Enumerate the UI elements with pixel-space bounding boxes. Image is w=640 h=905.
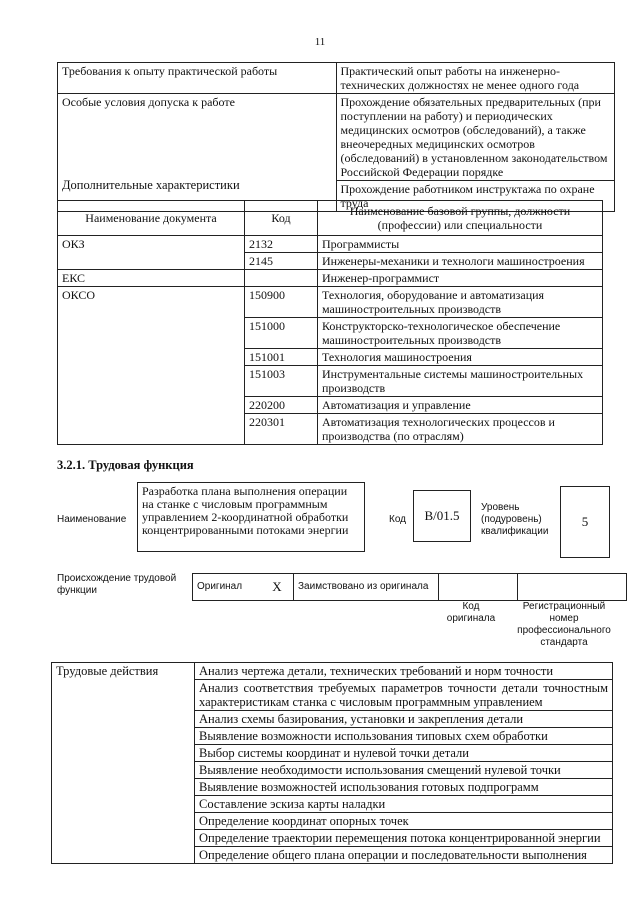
table-row	[58, 287, 603, 318]
doc-cell: ОКСО	[58, 287, 245, 445]
code-cell	[245, 270, 318, 287]
origin-table	[192, 573, 627, 601]
original-code-cell	[439, 574, 518, 601]
column-header: Наименование документа	[58, 201, 245, 236]
code-cell: 2145	[245, 253, 318, 270]
original-mark: X	[261, 574, 294, 601]
registration-number-caption: Регистрационный номер профессионального стандарта	[517, 601, 611, 648]
code-cell: 151001	[245, 349, 318, 366]
origin-label: Происхождение трудовой функции	[57, 573, 177, 596]
function-name-box: Разработка плана выполнения операции на станке с числовым программным управлением 2-координатной обработки концентрированными потоками энергии	[137, 482, 365, 552]
code-cell: 150900	[245, 287, 318, 318]
code-cell: 2132	[245, 236, 318, 253]
code-cell: 151000	[245, 318, 318, 349]
page-number: 11	[314, 36, 326, 48]
labor-action: Анализ схемы базирования, установки и закрепления детали	[195, 711, 613, 728]
function-code-box: B/01.5	[413, 490, 471, 542]
requirement-value: Прохождение работником инструктажа по охране труда	[336, 181, 615, 212]
labor-action: Определение координат опорных точек	[195, 813, 613, 830]
labor-action: Составление эскиза карты наладки	[195, 796, 613, 813]
doc-cell: ЕКС	[58, 270, 245, 287]
labor-actions-label: Трудовые действия	[52, 663, 195, 864]
additional-title: Дополнительные характеристики	[62, 178, 240, 192]
table-row	[58, 236, 603, 253]
title-cell: Инструментальные системы машиностроительных производств	[318, 366, 603, 397]
requirement-label: Требования к опыту практической работы	[58, 63, 337, 94]
table-row	[58, 270, 603, 287]
table-row	[58, 63, 615, 94]
labor-action: Выявление необходимости использования смещений нулевой точки	[195, 762, 613, 779]
column-header: Код	[245, 201, 318, 236]
title-cell: Инженер-программист	[318, 270, 603, 287]
labor-action: Определение общего плана операции и последовательности выполнения	[195, 847, 613, 864]
title-cell: Конструкторско-технологическое обеспечение машиностроительных производств	[318, 318, 603, 349]
requirement-label: Особые условия допуска к работе	[58, 94, 337, 212]
title-cell: Программисты	[318, 236, 603, 253]
title-cell: Автоматизация технологических процессов и производства (по отраслям)	[318, 414, 603, 445]
labor-action: Определение траектории перемещения потока концентрированной энергии	[195, 830, 613, 847]
code-cell: 151003	[245, 366, 318, 397]
table-row	[52, 663, 613, 680]
section-heading: 3.2.1. Трудовая функция	[57, 458, 194, 472]
code-label: Код	[389, 514, 407, 525]
labor-action: Анализ соответствия требуемых параметров точности детали точностным характеристикам станка с числовым программным управлением	[195, 680, 613, 711]
borrowed-label: Заимствовано из оригинала	[294, 574, 439, 601]
doc-cell: ОКЗ	[58, 236, 245, 270]
labor-action: Анализ чертежа детали, технических требований и норм точности	[195, 663, 613, 680]
registration-number-cell	[518, 574, 627, 601]
title-cell: Автоматизация и управление	[318, 397, 603, 414]
labor-actions-table	[51, 662, 613, 864]
requirement-value: Прохождение обязательных предварительных (при поступлении на работу) и периодических медицинских осмотров (обследований), а также внеочередных медицинских осмотров (обследований) в установленном законодательством Российской Федерации порядке	[336, 94, 615, 181]
table-header-row	[58, 201, 603, 236]
table-row	[193, 574, 627, 601]
name-label: Наименование	[57, 514, 127, 525]
additional-table	[57, 200, 603, 445]
code-cell: 220200	[245, 397, 318, 414]
original-code-caption: Код оригинала	[446, 601, 496, 624]
title-cell: Технология, оборудование и автоматизация машиностроительных производств	[318, 287, 603, 318]
labor-action: Выбор системы координат и нулевой точки детали	[195, 745, 613, 762]
title-cell: Технология машиностроения	[318, 349, 603, 366]
code-cell: 220301	[245, 414, 318, 445]
requirement-value: Практический опыт работы на инженерно-технических должностях не менее одного года	[336, 63, 615, 94]
labor-action: Выявление возможностей использования готовых подпрограмм	[195, 779, 613, 796]
qualification-level-label: Уровень (подуровень) квалификации	[481, 502, 549, 537]
qualification-level-box: 5	[560, 486, 610, 558]
title-cell: Инженеры-механики и технологи машиностроения	[318, 253, 603, 270]
original-label: Оригинал	[193, 574, 262, 601]
column-header: Наименование базовой группы, должности (профессии) или специальности	[318, 201, 603, 236]
labor-action: Выявление возможности использования типовых схем обработки	[195, 728, 613, 745]
table-row	[58, 94, 615, 181]
